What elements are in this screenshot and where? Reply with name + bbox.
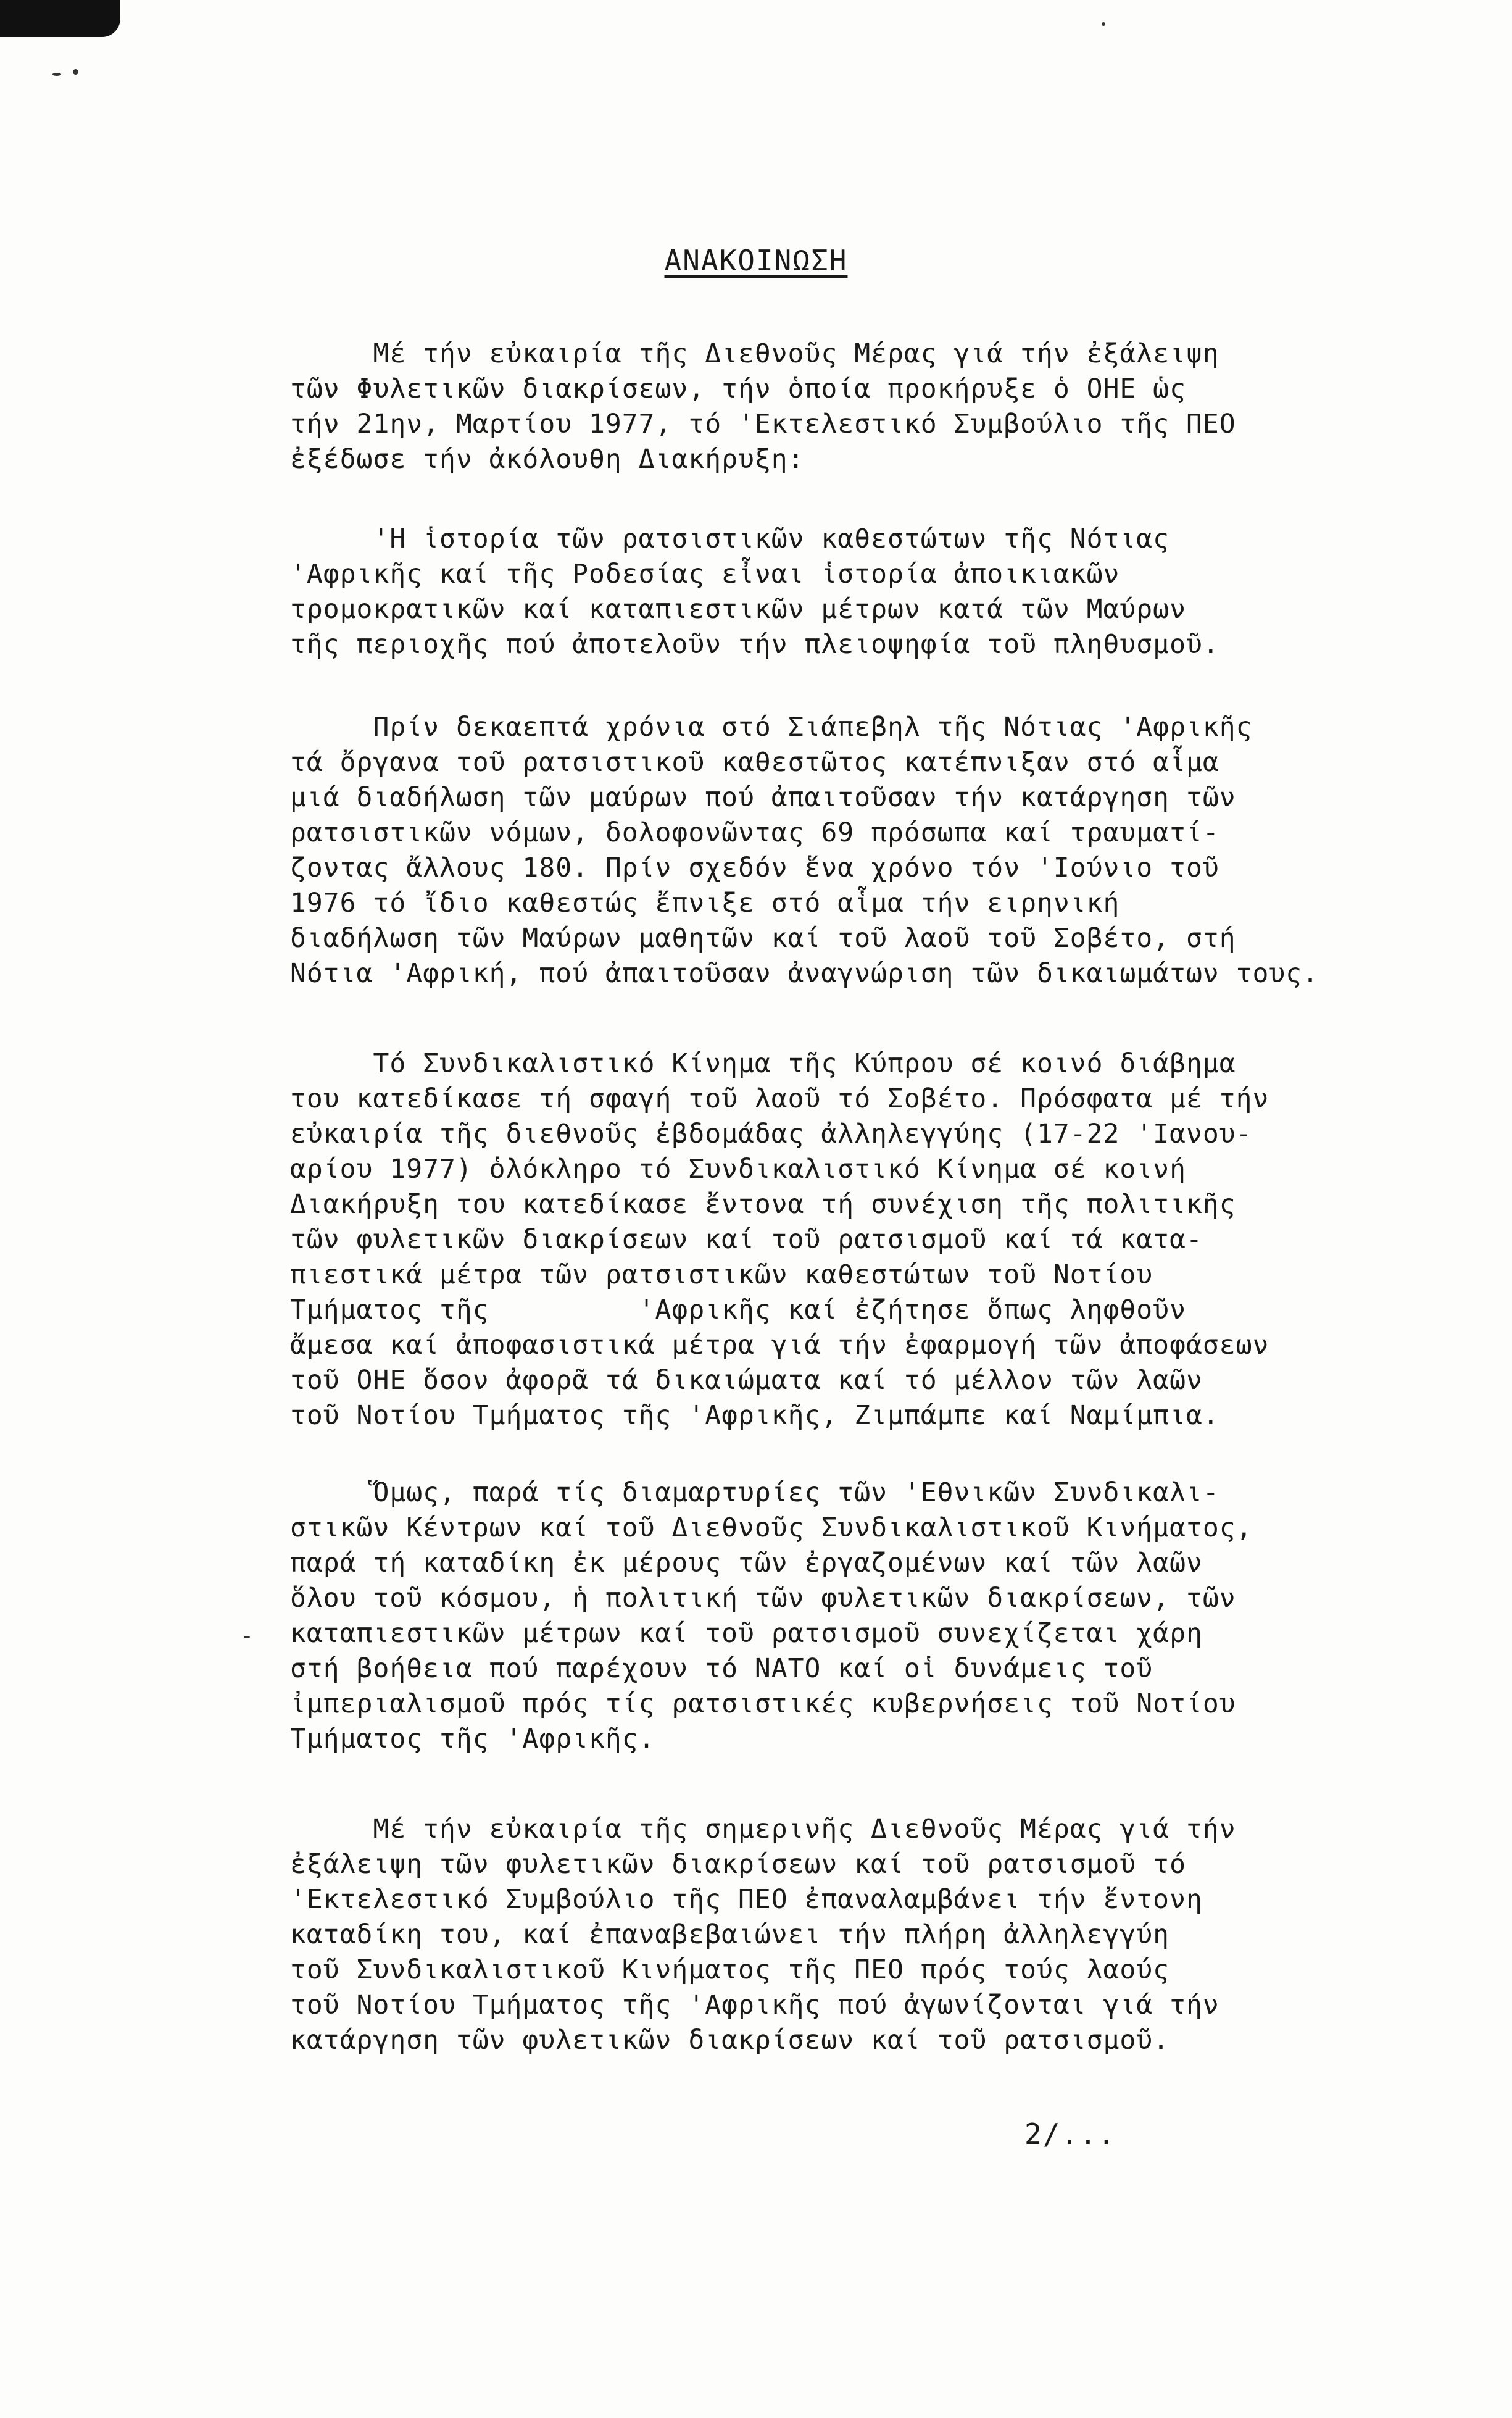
paragraph-sharpeville-soweto — [290, 710, 1389, 991]
text-line: τοῦ Νοτίου Τμήματος τῆς 'Αφρικῆς πού ἀγωνίζονται γιά τήν — [290, 1990, 1219, 2020]
text-line: ἐξάλειψη τῶν φυλετικῶν διακρίσεων καί τοῦ ρατσισμοῦ τό — [290, 1849, 1186, 1880]
text-line: ἐξέδωσε τήν ἀκόλουθη Διακήρυξη: — [290, 444, 805, 475]
text-line: Μέ τήν εὐκαιρία τῆς σημερινῆς Διεθνοῦς Μέρας γιά τήν — [290, 1814, 1236, 1845]
text-line: ἄμεσα καί ἀποφασιστικά μέτρα γιά τήν ἐφαρμογή τῶν ἀποφάσεων — [290, 1330, 1269, 1361]
text-line: Πρίν δεκαεπτά χρόνια στό Σιάπεβηλ τῆς Νότιας 'Αφρικῆς — [290, 712, 1253, 743]
scan-speck — [1102, 22, 1105, 26]
scan-speck — [244, 1636, 250, 1638]
text-line: 1976 τό ἴδιο καθεστώς ἔπνιξε στό αἷμα τήν ειρηνική — [290, 888, 1120, 919]
text-line: εὐκαιρία τῆς διεθνοῦς ἐβδομάδας ἀλληλεγγύης (17-22 'Ιανου- — [290, 1119, 1253, 1149]
text-line: τοῦ Νοτίου Τμήματος τῆς 'Αφρικῆς, Ζιμπάμπε καί Ναμίμπια. — [290, 1400, 1219, 1431]
text-line: τῶν φυλετικῶν διακρίσεων καί τοῦ ρατσισμοῦ καί τά κατα- — [290, 1224, 1203, 1255]
text-line: Νότια 'Αφρική, πού ἀπαιτοῦσαν ἀναγνώριση τῶν δικαιωμάτων τους. — [290, 958, 1319, 989]
text-line: διαδήλωση τῶν Μαύρων μαθητῶν καί τοῦ λαοῦ τοῦ Σοβέτο, στή — [290, 923, 1236, 954]
scan-speck — [73, 69, 78, 75]
text-line: ζοντας ἄλλους 180. Πρίν σχεδόν ἕνα χρόνο τόν 'Ιούνιο τοῦ — [290, 853, 1219, 883]
text-line: του κατεδίκασε τή σφαγή τοῦ λαοῦ τό Σοβέτο. Πρόσφατα μέ τήν — [290, 1083, 1269, 1114]
text-line: στικῶν Κέντρων καί τοῦ Διεθνοῦς Συνδικαλιστικοῦ Κινήματος, — [290, 1512, 1253, 1543]
paragraph-solidarity — [290, 1812, 1389, 2058]
text-line: Διακήρυξη του κατεδίκασε ἔντονα τή συνέχιση τῆς πολιτικῆς — [290, 1189, 1236, 1220]
text-line: Μέ τήν εὐκαιρία τῆς Διεθνοῦς Μέρας γιά τήν ἐξάλειψη — [290, 338, 1219, 369]
text-line: πιεστικά μέτρα τῶν ρατσιστικῶν καθεστώτων τοῦ Νοτίου — [290, 1259, 1153, 1290]
document-title: ΑΝΑΚΟΙΝΩΣΗ — [664, 244, 848, 277]
text-line: ὅλου τοῦ κόσμου, ἡ πολιτική τῶν φυλετικῶν διακρίσεων, τῶν — [290, 1583, 1236, 1614]
page-number: 2/... — [1024, 2117, 1116, 2151]
text-line: τοῦ Συνδικαλιστικοῦ Κινήματος τῆς ΠΕΟ πρός τούς λαούς — [290, 1954, 1170, 1985]
text-line: τοῦ ΟΗΕ ὅσον ἀφορᾶ τά δικαιώματα καί τό μέλλον τῶν λαῶν — [290, 1365, 1203, 1396]
text-line: κατάργηση τῶν φυλετικῶν διακρίσεων καί τοῦ ρατσισμοῦ. — [290, 2025, 1170, 2056]
text-line: τήν 21ην, Μαρτίου 1977, τό 'Εκτελεστικό Συμβούλιο τῆς ΠΕΟ — [290, 409, 1236, 440]
paragraph-cyprus-movement — [290, 1046, 1389, 1433]
text-line: παρά τή καταδίκη ἐκ μέρους τῶν ἐργαζομένων καί τῶν λαῶν — [290, 1548, 1203, 1578]
paragraph-intro — [290, 336, 1389, 477]
text-line: τρομοκρατικῶν καί καταπιεστικῶν μέτρων κατά τῶν Μαύρων — [290, 594, 1186, 625]
text-line: τῶν Φυλετικῶν διακρίσεων, τήν ὁποία προκήρυξε ὁ ΟΗΕ ὡς — [290, 373, 1186, 404]
scan-speck — [52, 73, 61, 76]
text-line: μιά διαδήλωση τῶν μαύρων πού ἀπαιτοῦσαν τήν κατάργηση τῶν — [290, 782, 1236, 813]
text-line: Τμήματος τῆς 'Αφρικῆς. — [290, 1724, 655, 1754]
text-line: Τμήματος τῆς 'Αφρικῆς καί ἐζήτησε ὅπως ληφθοῦν — [290, 1294, 1186, 1325]
text-line: καταπιεστικῶν μέτρων καί τοῦ ρατσισμοῦ συνεχίζεται χάρη — [290, 1618, 1203, 1649]
paragraph-history — [290, 522, 1389, 662]
text-line: ρατσιστικῶν νόμων, δολοφονῶντας 69 πρόσωπα καί τραυματί- — [290, 817, 1219, 848]
text-line: αρίου 1977) ὁλόκληρο τό Συνδικαλιστικό Κίνημα σέ κοινή — [290, 1154, 1186, 1185]
text-line: καταδίκη του, καί ἐπαναβεβαιώνει τήν πλήρη ἀλληλεγγύη — [290, 1919, 1170, 1950]
text-line: 'Εκτελεστικό Συμβούλιο τῆς ΠΕΟ ἐπαναλαμβάνει τήν ἔντονη — [290, 1884, 1203, 1915]
paragraph-protests — [290, 1475, 1389, 1757]
text-line: τά ὄργανα τοῦ ρατσιστικοῦ καθεστῶτος κατέπνιξαν στό αἷμα — [290, 747, 1219, 778]
text-line: 'Η ἱστορία τῶν ρατσιστικῶν καθεστώτων τῆς Νότιας — [290, 523, 1170, 554]
text-line: Ὅμως, παρά τίς διαμαρτυρίες τῶν 'Εθνικῶν Συνδικαλι- — [290, 1477, 1219, 1508]
text-line: στή βοήθεια πού παρέχουν τό ΝΑΤΟ καί οἱ δυνάμεις τοῦ — [290, 1653, 1153, 1684]
text-line: Τό Συνδικαλιστικό Κίνημα τῆς Κύπρου σέ κοινό διάβημα — [290, 1048, 1236, 1079]
scan-corner-mark — [0, 0, 120, 37]
text-line: τῆς περιοχῆς πού ἀποτελοῦν τήν πλειοψηφία τοῦ πληθυσμοῦ. — [290, 629, 1219, 660]
text-line: 'Αφρικῆς καί τῆς Ροδεσίας εἶναι ἱστορία ἀποικιακῶν — [290, 559, 1120, 590]
text-line: ἰμπεριαλισμοῦ πρός τίς ρατσιστικές κυβερνήσεις τοῦ Νοτίου — [290, 1688, 1236, 1719]
